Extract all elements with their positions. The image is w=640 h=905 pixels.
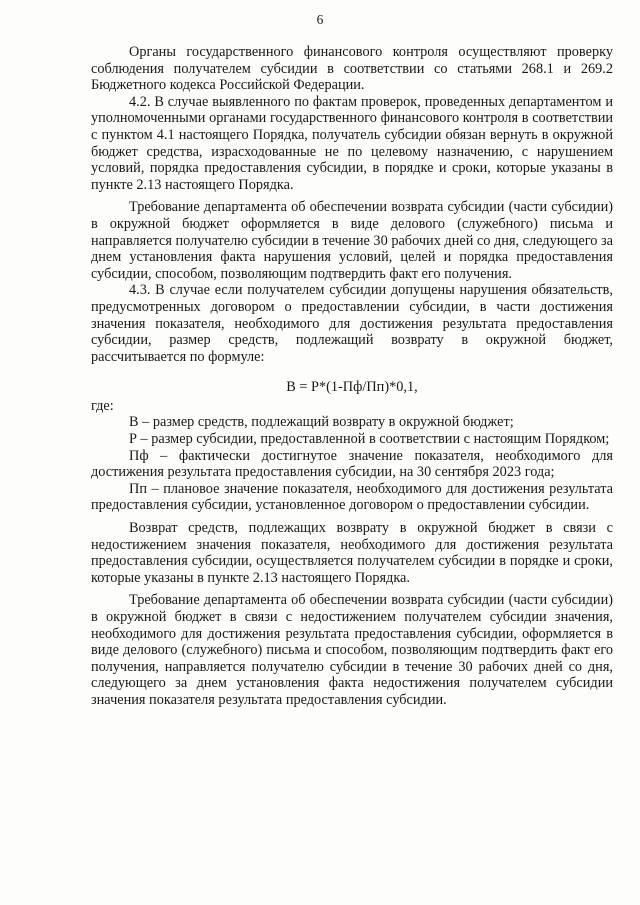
paragraph-4-2: 4.2. В случае выявленного по фактам проверок, проведенных департаментом и уполномоченными органами государственного финансового контроля в соответствии с пунктом 4.1 настоящего Порядка, получатель субсидии обязан вернуть в окружной бюджет средства, израсходованные не по целевому назначению, с нарушением условий, порядка предоставления субсидии, в порядке и сроки, которые указаны в пункте 2.13 настоящего Порядка. xyxy=(91,93,613,193)
page-number: 6 xyxy=(316,12,324,27)
definition-v: В – размер средств, подлежащий возврату в окружной бюджет; xyxy=(129,414,514,431)
paragraph-refund-requirement: Требование департамента об обеспечении возврата субсидии (части субсидии) в окружной бюджет оформляется в виде делового (служебного) письма и направляется получателю субсидии в течение 30 рабочих дней со дня, следующего за днем установления факта нарушения условий, целей и порядка предоставления субсидии, способом, позволяющим подтвердить факт его получения. xyxy=(91,199,613,282)
paragraph-refund-letter: Требование департамента об обеспечении возврата субсидии (части субсидии) в окружной бюджет в связи с недостижением получателем субсидии значения, необходимого для достижения результата предоставления субсидии, оформляется в виде делового (служебного) письма и способом, позволяющим подтвердить факт его получения, направляется получателю субсидии в течение 30 рабочих дней со дня, следующего за днем установления факта недостижения получателем субсидии значения показателя результата предоставления субсидии. xyxy=(91,592,613,708)
definition-r: Р – размер субсидии, предоставленной в соответствии с настоящим Порядком; xyxy=(129,431,610,448)
formula-where-label: где: xyxy=(91,397,114,414)
refund-formula: В = Р*(1-Пф/Пп)*0,1, xyxy=(286,379,418,396)
paragraph-control-bodies: Органы государственного финансового контроля осуществляют проверку соблюдения получателем субсидии в соответствии со статьями 268.1 и 269.2 Бюджетного кодекса Российской Федерации. xyxy=(91,44,613,94)
definition-p-plan: Пп – плановое значение показателя, необходимого для достижения результата предоставления субсидии, установленное договором о предоставлении субсидии. xyxy=(91,480,613,514)
paragraph-4-3: 4.3. В случае если получателем субсидии допущены нарушения обязательств, предусмотренных договором о предоставлении субсидии, в части достижения значения показателя, необходимого для достижения результата предоставления субсидии, размер средств, подлежащий возврату в окружной бюджет, рассчитывается по формуле: xyxy=(91,282,613,365)
paragraph-refund-procedure: Возврат средств, подлежащих возврату в окружной бюджет в связи с недостижением значения показателя, необходимого для достижения результата предоставления субсидии, осуществляется получателем субсидии в порядке и сроки, которые указаны в пункте 2.13 настоящего Порядка. xyxy=(91,520,613,586)
definition-p-fact: Пф – фактически достигнутое значение показателя, необходимого для достижения результата предоставления субсидии, на 30 сентября 2023 года; xyxy=(91,447,613,481)
document-body xyxy=(91,44,613,709)
